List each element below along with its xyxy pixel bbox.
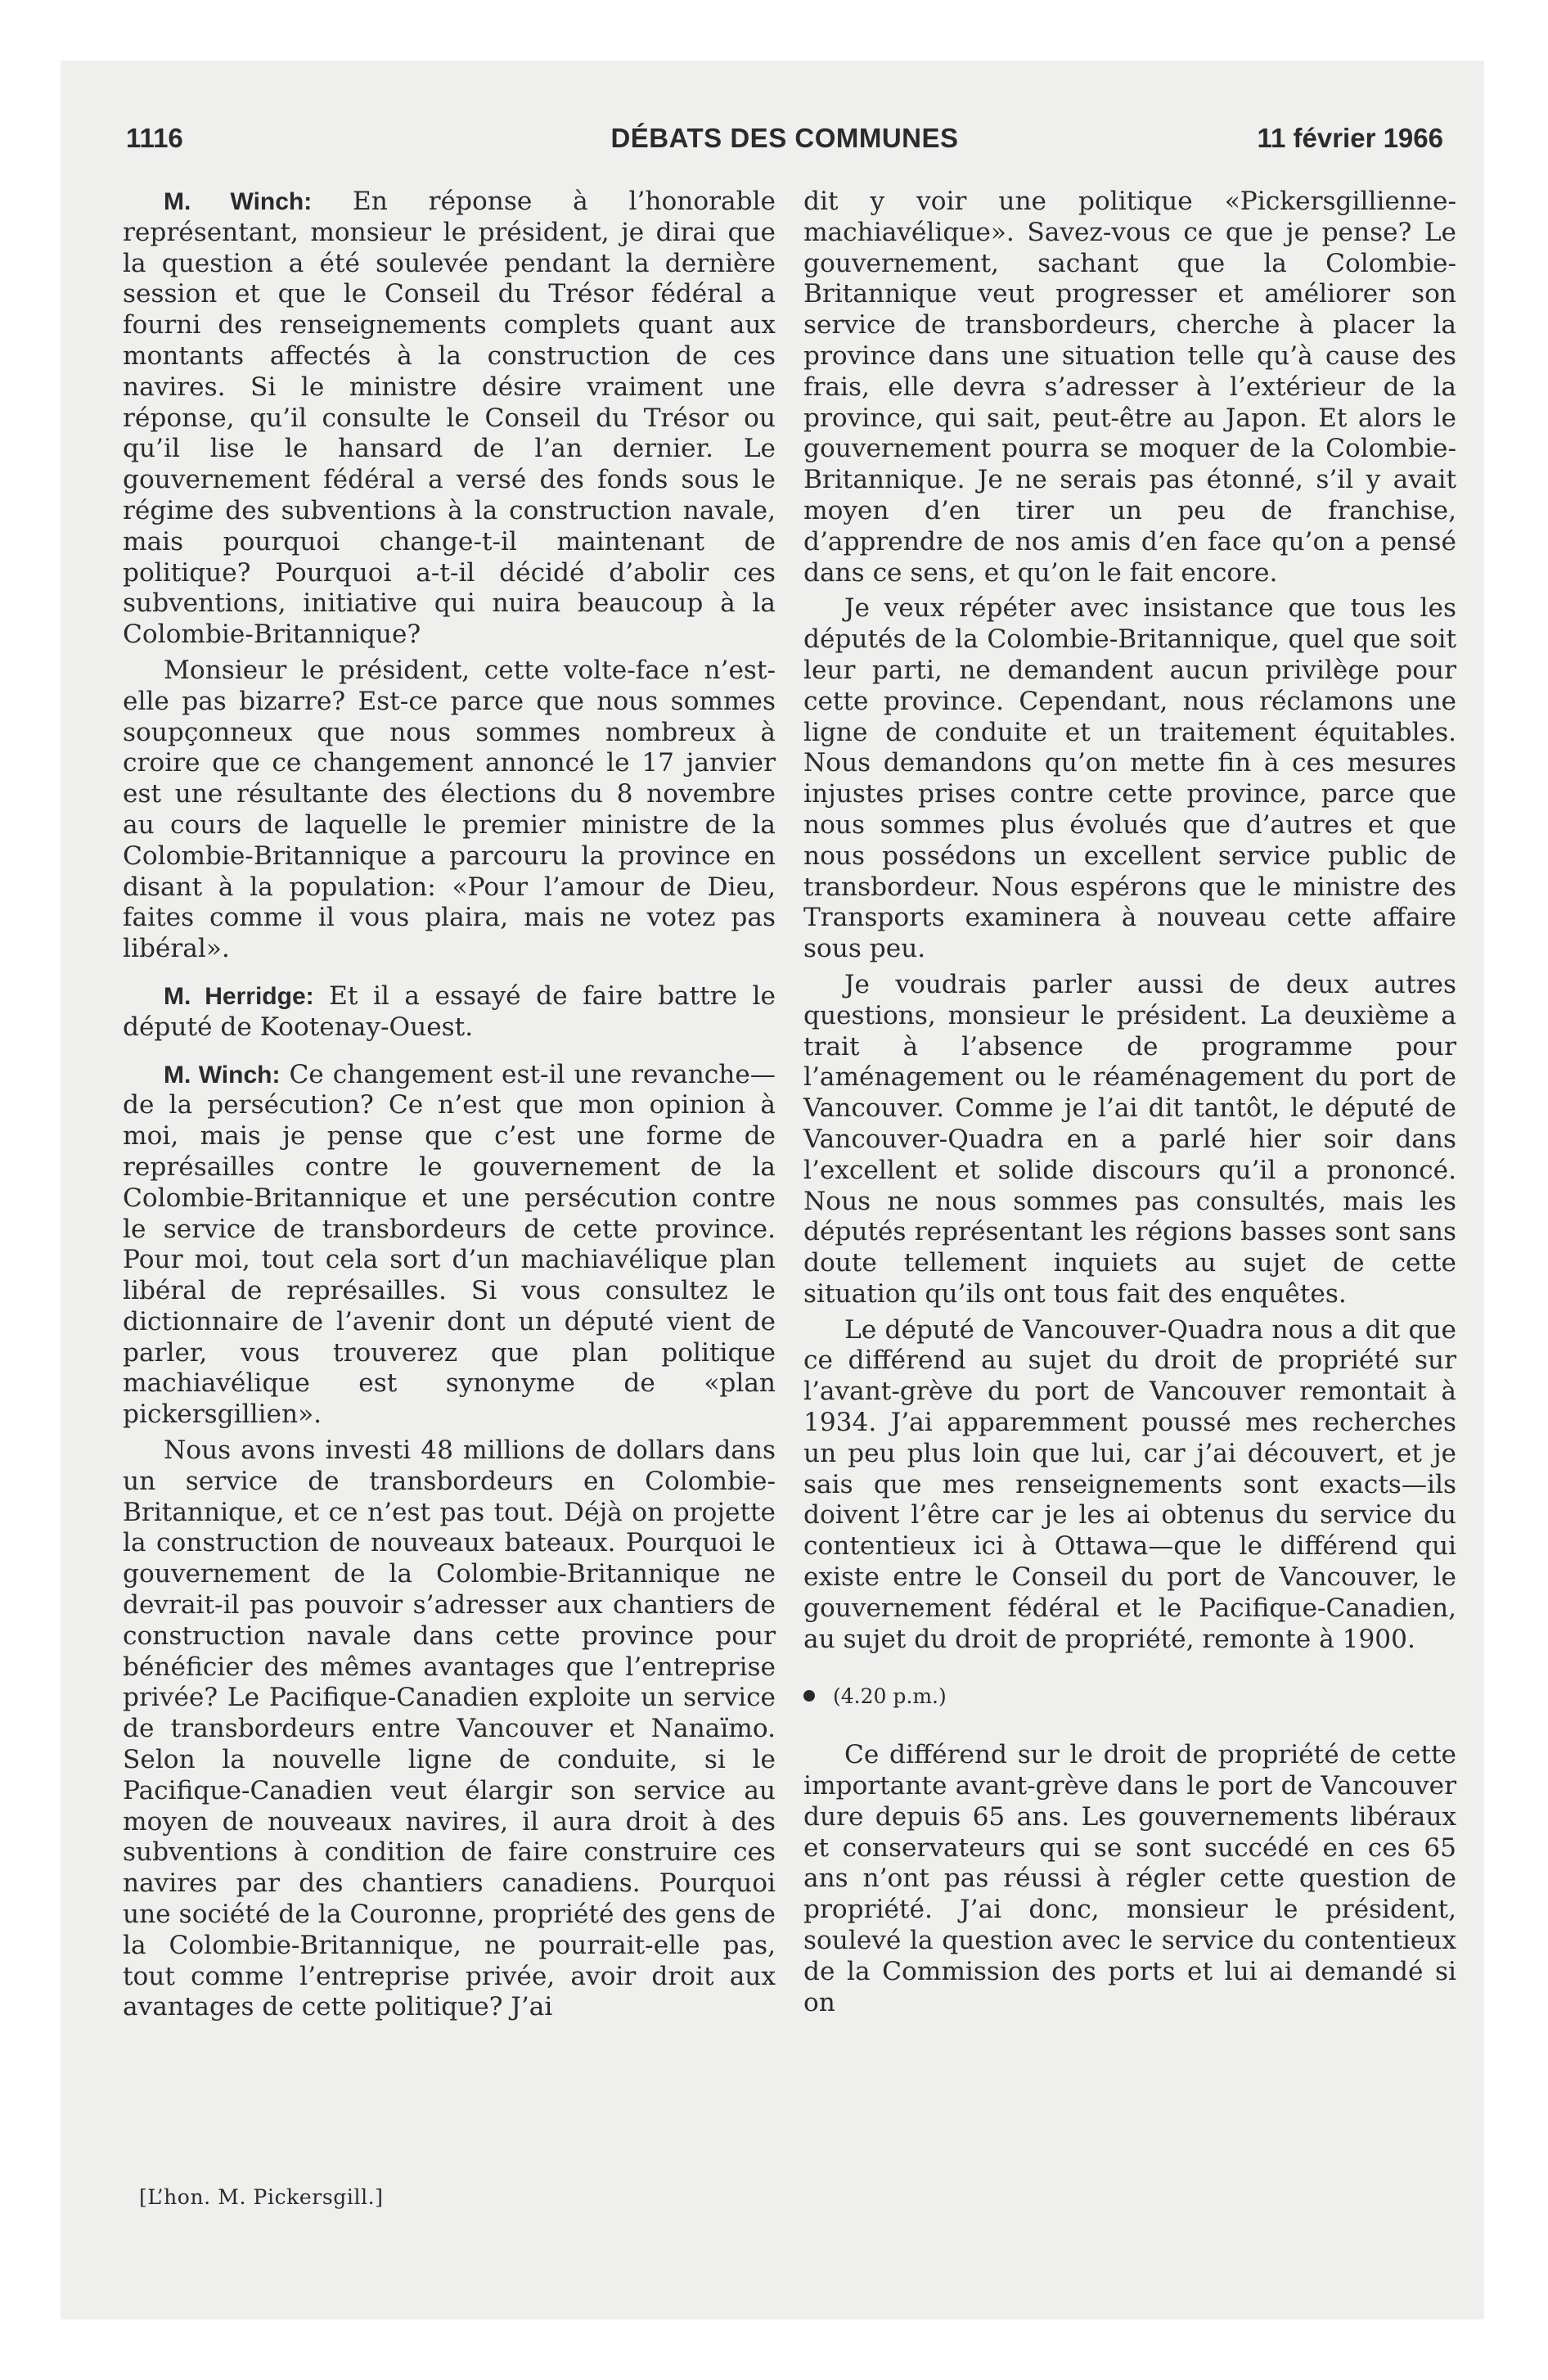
page-number: 1116 [126,123,183,153]
left-column [123,187,776,2023]
paragraph: Je veux répéter avec insistance que tous les députés de la Colombie-Britannique, quel que soit leur parti, ne demandent aucun privilège pour cette province. Cependant, nous réclamons une ligne de conduite et un traitement équitables. Nous demandons qu’on mette fin à ces mesures injustes prises contre cette province, parce que nous sommes plus évolués que d’autres et que nous possédons un excellent service public de transbordeur. Nous espérons que le ministre des Transports examinera à nouveau cette affaire sous peu. [803,593,1456,964]
page-header [126,123,1443,172]
paragraph: Ce différend sur le droit de propriété de cette importante avant-grève dans le port de Vancouver dure depuis 65 ans. Les gouvernements libéraux et conservateurs qui se sont succédé en ces 65 ans n’ont pas réussi à régler cette question de propriété. J’ai donc, monsieur le président, soulevé la question avec le service du contentieux de la Commission des ports et lui ai demandé si on [803,1740,1456,2017]
time-stamp-text: (4.20 p.m.) [833,1684,947,1709]
paragraph: dit y voir une politique «Pickersgillienne-machiavélique». Savez-vous ce que je pense? Le gouvernement, sachant que la Colombie-Britannique veut progresser et améliorer son service de transbordeurs, cherche à placer la province dans une situation telle qu’à cause des frais, elle devra s’adresser à l’extérieur de la province, qui sait, peut-être au Japon. Et alors le gouvernement pourra se moquer de la Colombie-Britannique. Je ne serais pas étonné, s’il y avait moyen d’en tirer un peu de franchise, d’apprendre de nos amis d’en face qu’on a pensé dans ce sens, et qu’on le fait encore. [803,187,1456,588]
paragraph: Monsieur le président, cette volte-face n’est-elle pas bizarre? Est-ce parce que nous sommes soupçonneux que nous sommes nombreux à croire que ce changement annoncé le 17 janvier est une résultante des élections du 8 novembre au cours de laquelle le premier ministre de la Colombie-Britannique a parcouru la province en disant à la population: «Pour l’amour de Dieu, faites comme il vous plaira, mais ne votez pas libéral». [123,655,776,964]
speech-text: En réponse à l’honorable représentant, monsieur le président, je dirai que la question a été soulevée pendant la dernière session et que le Conseil du Trésor fédéral a fourni des renseignements complets quant aux montants affectés à la construction de ces navires. Si le ministre désire vraiment une réponse, qu’il consulte le Conseil du Trésor ou qu’il lise le hansard de l’an dernier. Le gouvernement fédéral a versé des fonds sous le régime des subventions à la construction navale, mais pourquoi change-t-il maintenant de politique? Pourquoi a-t-il décidé d’abolir ces subventions, initiative qui nuira beaucoup à la Colombie-Britannique? [123,187,776,650]
speaker-attribution: [L’hon. M. Pickersgill.] [139,2185,384,2209]
paragraph [123,981,776,1044]
right-column [803,187,1456,2018]
speaker-name: M. Herridge: [164,982,314,1010]
time-stamp [803,1681,1456,1712]
speaker-name: M. Winch: [164,1061,281,1089]
paragraph [123,1060,776,1431]
speaker-name: M. Winch: [164,188,313,215]
page-date: 11 février 1966 [1257,123,1443,153]
paragraph: Nous avons investi 48 millions de dollars dans un service de transbordeurs en Colombie-Britannique, et ce n’est pas tout. Déjà on projette la construction de nouveaux bateaux. Pourquoi le gouvernement de la Colombie-Britannique ne devrait-il pas pouvoir s’adresser aux chantiers de construction navale dans cette province pour bénéficier des mêmes avantages que l’entreprise privée? Le Pacifique-Canadien exploite un service de transbordeurs entre Vancouver et Nanaïmo. Selon la nouvelle ligne de conduite, si le Pacifique-Canadien veut élargir son service au moyen de nouveaux navires, il aura droit à des subventions à condition de faire construire ces navires par des chantiers canadiens. Pourquoi une société de la Couronne, propriété des gens de la Colombie-Britannique, ne pourrait-elle pas, tout comme l’entreprise privée, avoir droit aux avantages de cette politique? J’ai [123,1436,776,2022]
bullet-icon [803,1690,815,1702]
paragraph: Le député de Vancouver-Quadra nous a dit que ce différend au sujet du droit de propriété sur l’avant-grève du port de Vancouver remontait à 1934. J’ai apparemment poussé mes recherches un peu plus loin que lui, car j’ai découvert, et je sais que mes renseignements sont exacts—ils doivent l’être car je les ai obtenus du service du contentieux ici à Ottawa—que le différend qui existe entre le Conseil du port de Vancouver, le gouvernement fédéral et le Pacifique-Canadien, au sujet du droit de propriété, remonte à 1900. [803,1314,1456,1654]
paragraph: Je voudrais parler aussi de deux autres questions, monsieur le président. La deuxième a trait à l’absence de programme pour l’aménagement ou le réaménagement du port de Vancouver. Comme je l’ai dit tantôt, le député de Vancouver-Quadra en a parlé hier soir dans l’excellent et solide discours qu’il a prononcé. Nous ne nous sommes pas consultés, mais les députés représentant les régions basses sont sans doute tellement inquiets au sujet de cette situation qu’ils ont tous fait des enquêtes. [803,969,1456,1309]
speech-text: Ce changement est-il une revanche—de la persécution? Ce n’est que mon opinion à moi, mais je pense que c’est une forme de représailles contre le gouvernement de la Colombie-Britannique et une persécution contre le service de transbordeurs de cette province. Pour moi, tout cela sort d’un machiavélique plan libéral de représailles. Si vous consultez le dictionnaire de l’avenir dont un député vient de parler, vous trouverez que plan politique machiavélique est synonyme de «plan pickersgillien». [123,1059,776,1430]
paragraph [123,187,776,651]
speech-text: Et il a essayé de faire battre le député de Kootenay-Ouest. [123,980,776,1042]
page-title: DÉBATS DES COMMUNES [610,123,959,153]
